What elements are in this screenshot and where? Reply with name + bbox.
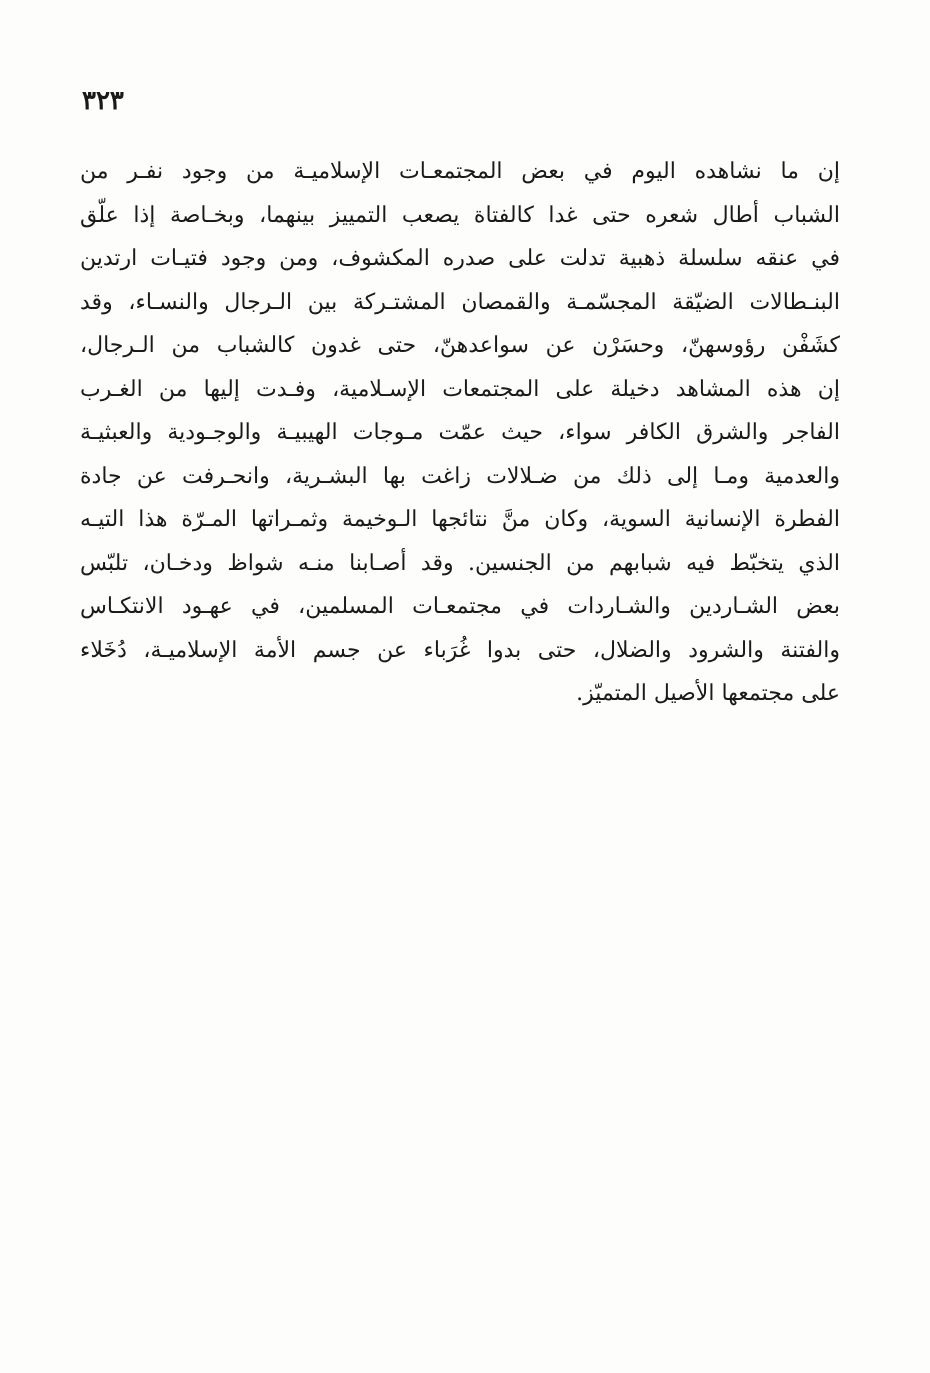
text-line: الذي يتخبّط فيه شبابهم من الجنسين. وقد أصـابنا منـه شواظ ودخـان، تلبّس [80, 550, 840, 576]
body-paragraph [80, 150, 840, 716]
text-line: إن هذه المشاهد دخيلة على المجتمعات الإسـلامية، وفـدت إليها من الغـرب [80, 376, 840, 402]
page-number: ٣٢٣ [82, 86, 124, 116]
text-line: بعض الشـاردين والشـاردات في مجتمعـات المسلمين، في عهـود الانتكـاس [80, 594, 840, 619]
text-line: كشَفْن رؤوسهنّ، وحسَرْن عن سواعدهنّ، حتى غدون كالشباب من الـرجال، [80, 333, 840, 358]
text-line: البنـطالات الضيّقة المجسّمـة والقمصان المشتـركة بين الـرجال والنسـاء، وقد [80, 289, 840, 315]
text-line: الشباب أطال شعره حتى غدا كالفتاة يصعب التمييز بينهما، وبخـاصة إذا علّق [80, 202, 840, 228]
text-line: الفاجر والشرق الكافر سواء، حيث عمّت مـوجات الهيبيـة والوجـودية والعبثيـة [80, 420, 840, 445]
text-line: والفتنة والشرود والضلال، حتى بدوا غُرَباء عن جسم الأمة الإسلاميـة، دُخَلاء [80, 637, 840, 663]
text-line-last: على مجتمعها الأصيل المتميّز. [576, 681, 840, 706]
text-line: إن ما نشاهده اليوم في بعض المجتمعـات الإسلاميـة من وجود نفـر من [80, 159, 840, 184]
text-line: الفطرة الإنسانية السوية، وكان منَّ نتائجها الـوخيمة وثمـراتها المـرّة هذا التيـه [80, 507, 840, 532]
text-line: والعدمية ومـا إلى ذلك من ضـلالات زاغت بها البشـرية، وانحـرفت عن جادة [80, 463, 840, 489]
text-line: في عنقه سلسلة ذهبية تدلت على صدره المكشوف، ومن وجود فتيـات ارتدين [80, 246, 840, 271]
